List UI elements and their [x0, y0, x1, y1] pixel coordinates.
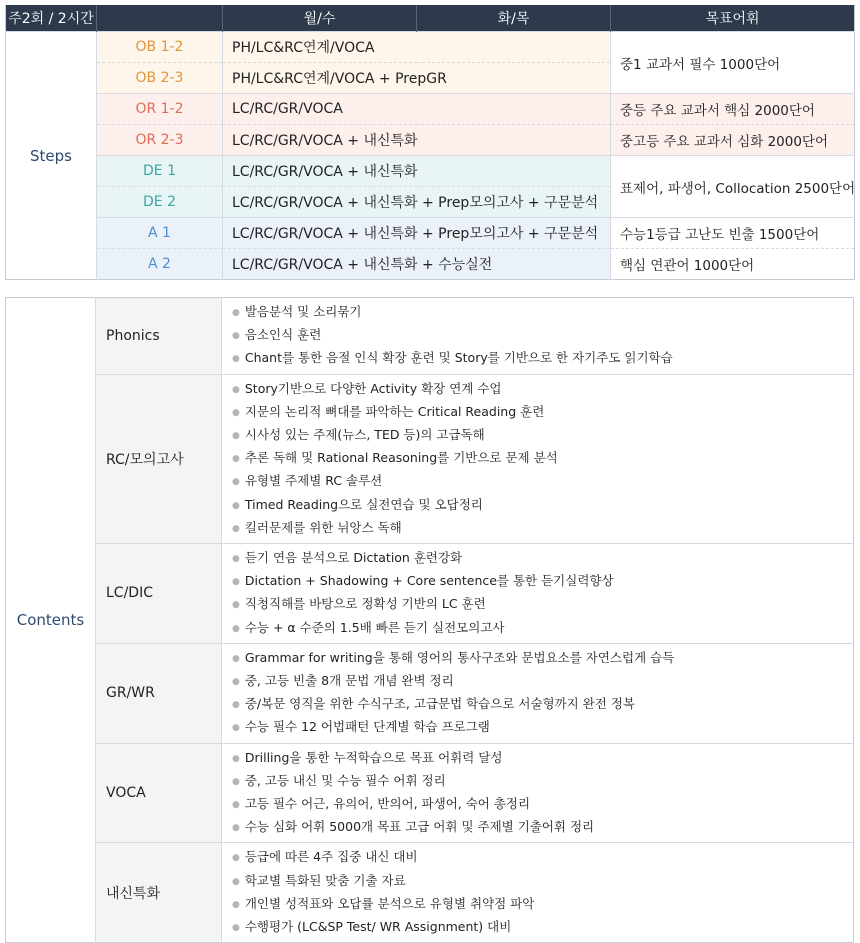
bullet-icon: ● [232, 700, 240, 711]
level-name: A 1 [97, 218, 223, 249]
bullet-icon: ● [232, 823, 240, 834]
content-item: ● 직청직해를 바탕으로 정확성 기반의 LC 훈련 [232, 596, 486, 612]
steps-side-label: Steps [6, 32, 97, 280]
content-item: ● 듣기 연음 분석으로 Dictation 훈련강화 [232, 550, 463, 566]
bullet-icon: ● [232, 600, 240, 611]
content-row-gr [6, 643, 854, 743]
level-name: OR 2-3 [97, 125, 223, 156]
bullet-icon: ● [232, 899, 240, 910]
bullet-icon: ● [232, 454, 240, 465]
level-name: OB 1-2 [97, 32, 223, 63]
content-items [222, 298, 854, 375]
level-row-or1 [6, 94, 855, 125]
bullet-icon: ● [232, 477, 240, 488]
bullet-icon: ● [232, 354, 240, 365]
content-item: ● 개인별 성적표와 오답률 분석으로 유형별 취약점 파악 [232, 895, 535, 911]
content-category: Phonics [96, 298, 222, 375]
level-goal: 중1 교과서 필수 1000단어 [611, 32, 855, 94]
level-goal: 중고등 주요 교과서 심화 2000단어 [611, 125, 855, 156]
content-item: ● 수능 + α 수준의 1.5배 빠른 듣기 실전모의고사 [232, 619, 505, 635]
header-schedule: 주2회 / 2시간 [6, 5, 97, 32]
level-curriculum: LC/RC/GR/VOCA + 내신특화 + Prep모의고사 + 구문분석 [223, 218, 611, 249]
content-item: ● 수행평가 (LC&SP Test/ WR Assignment) 대비 [232, 919, 512, 935]
content-category: GR/WR [96, 643, 222, 743]
content-item: ● Story기반으로 다양한 Activity 확장 연계 수업 [232, 380, 502, 396]
content-category: LC/DIC [96, 544, 222, 644]
level-curriculum: LC/RC/GR/VOCA [223, 94, 611, 125]
header-level-spacer [97, 5, 223, 32]
content-item: ● Grammar for writing을 통해 영어의 통사구조와 문법요소를 자연스럽게 습득 [232, 649, 675, 665]
content-item: ● 중, 고등 내신 및 수능 필수 어휘 정리 [232, 772, 446, 788]
level-curriculum: PH/LC&RC연계/VOCA [223, 32, 611, 63]
content-item: ● 유형별 주제별 RC 솔루션 [232, 473, 383, 489]
bullet-icon: ● [232, 723, 240, 734]
content-item: ● 학교별 특화된 맞춤 기출 자료 [232, 872, 406, 888]
content-item: ● Timed Reading으로 실전연습 및 오답정리 [232, 496, 483, 512]
bullet-icon: ● [232, 853, 240, 864]
level-name: A 2 [97, 249, 223, 280]
content-item: ● Dictation + Shadowing + Core sentence를 통한 듣기실력향상 [232, 573, 614, 589]
content-item: ● 추론 독해 및 Rational Reasoning를 기반으로 문제 분석 [232, 450, 558, 466]
content-row-rc [6, 374, 854, 543]
header-target-vocab: 목표어휘 [611, 5, 855, 32]
level-row-a2 [6, 249, 855, 280]
content-item: ● 고등 필수 어근, 유의어, 반의어, 파생어, 숙어 총정리 [232, 796, 531, 812]
level-goal: 표제어, 파생어, Collocation 2500단어 [611, 156, 855, 218]
contents-side-label: Contents [16, 611, 85, 630]
level-goal: 수능1등급 고난도 빈출 1500단어 [611, 218, 855, 249]
content-item: ● 킬러문제를 위한 뉘앙스 독해 [232, 519, 402, 535]
header-tue-thu: 화/목 [417, 5, 611, 32]
level-name: OB 2-3 [97, 63, 223, 94]
content-item: ● 중, 고등 빈출 8개 문법 개념 완벽 정리 [232, 673, 454, 689]
bullet-icon: ● [232, 776, 240, 787]
header-mon-wed: 월/수 [223, 5, 417, 32]
level-goal: 중등 주요 교과서 핵심 2000단어 [611, 94, 855, 125]
level-row-or2 [6, 125, 855, 156]
level-curriculum: LC/RC/GR/VOCA + 내신특화 + Prep모의고사 + 구문분석 [223, 187, 611, 218]
bullet-icon: ● [232, 577, 240, 588]
content-items [222, 374, 854, 543]
bullet-icon: ● [232, 500, 240, 511]
content-items [222, 743, 854, 843]
content-category: RC/모의고사 [96, 374, 222, 543]
level-curriculum: LC/RC/GR/VOCA + 내신특화 [223, 156, 611, 187]
level-row-ob1 [6, 32, 855, 63]
content-item: ● Chant를 통한 음절 인식 확장 훈련 및 Story를 기반으로 한 자기주도 읽기학습 [232, 350, 673, 366]
level-row-de1 [6, 156, 855, 187]
bullet-icon: ● [232, 653, 240, 664]
content-items [222, 544, 854, 644]
level-row-a1 [6, 218, 855, 249]
level-curriculum: LC/RC/GR/VOCA + 내신특화 [223, 125, 611, 156]
bullet-icon: ● [232, 554, 240, 565]
bullet-icon: ● [232, 431, 240, 442]
content-item: ● 등급에 따른 4주 집중 내신 대비 [232, 849, 418, 865]
level-name: OR 1-2 [97, 94, 223, 125]
content-row-phonics [6, 298, 854, 375]
content-item: ● 시사성 있는 주제(뉴스, TED 등)의 고급독해 [232, 427, 485, 443]
bullet-icon: ● [232, 876, 240, 887]
bullet-icon: ● [232, 523, 240, 534]
bullet-icon: ● [232, 677, 240, 688]
content-item: ● 발음분석 및 소리묶기 [232, 304, 362, 319]
content-items [222, 843, 854, 943]
bullet-icon: ● [232, 331, 240, 342]
content-item: ● Drilling을 통한 누적학습으로 목표 어휘력 달성 [232, 749, 503, 765]
level-name: DE 2 [97, 187, 223, 218]
content-item: ● 수능 심화 어휘 5000개 목표 고급 어휘 및 주제별 기출어휘 정리 [232, 819, 595, 835]
content-row-naeshin [6, 843, 854, 943]
bullet-icon: ● [232, 923, 240, 934]
bullet-icon: ● [232, 407, 240, 418]
content-category: 내신특화 [96, 843, 222, 943]
content-row-lc [6, 544, 854, 644]
content-item: ● 음소인식 훈련 [232, 327, 322, 343]
level-name: DE 1 [97, 156, 223, 187]
contents-table [5, 297, 854, 943]
level-curriculum: LC/RC/GR/VOCA + 내신특화 + 수능실전 [223, 249, 611, 280]
bullet-icon: ● [232, 308, 240, 318]
bullet-icon: ● [232, 384, 240, 395]
content-item: ● 수능 필수 12 어법패턴 단계별 학습 프로그램 [232, 719, 490, 735]
bullet-icon: ● [232, 753, 240, 764]
steps-header-row [6, 5, 855, 32]
content-item: ● 지문의 논리적 뼈대를 파악하는 Critical Reading 훈련 [232, 403, 545, 419]
steps-table [5, 5, 855, 280]
level-goal: 핵심 연관어 1000단어 [611, 249, 855, 280]
content-row-voca [6, 743, 854, 843]
level-curriculum: PH/LC&RC연계/VOCA + PrepGR [223, 63, 611, 94]
bullet-icon: ● [232, 800, 240, 811]
content-category: VOCA [96, 743, 222, 843]
content-item: ● 중/복문 영직을 위한 수식구조, 고급문법 학습으로 서술형까지 완전 정복 [232, 696, 636, 712]
bullet-icon: ● [232, 623, 240, 634]
content-items [222, 643, 854, 743]
